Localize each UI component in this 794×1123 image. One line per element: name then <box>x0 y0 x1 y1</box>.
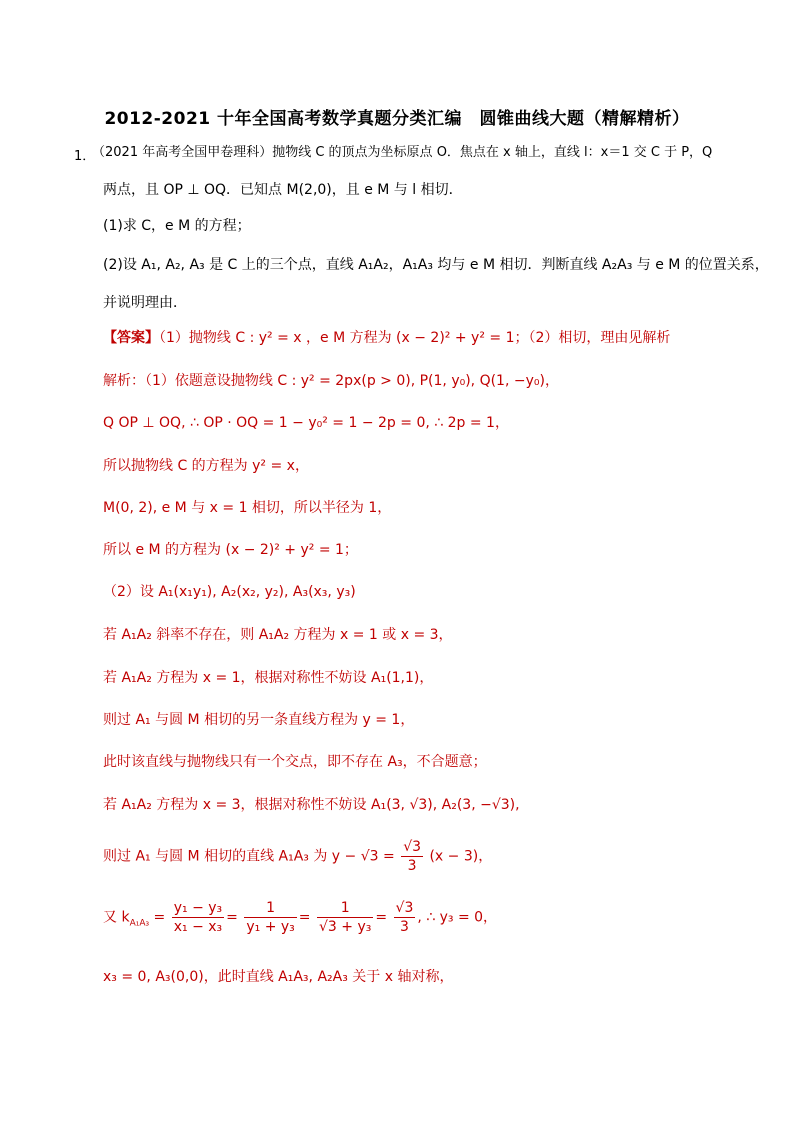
solution-line-13-suffix: , ∴ y₃ = 0， <box>417 909 498 926</box>
problem-line-5: 并说明理由． <box>103 295 187 311</box>
problem-line-2: 两点，且 OP ⊥ OQ．已知点 M(2,0)，且 e M 与 l 相切． <box>103 182 463 198</box>
slope-prefix: 又 k <box>103 909 130 926</box>
solution-line-10: 此时该直线与抛物线只有一个交点，即不存在 A₃，不合题意； <box>103 754 487 770</box>
document-title: 2012-2021 十年全国高考数学真题分类汇编 圆锥曲线大题（精解精析） <box>104 109 690 129</box>
fraction-4 <box>394 899 416 936</box>
fraction-1-numerator: y₁ − y₃ <box>173 900 223 916</box>
slope-equals: = <box>149 909 166 926</box>
fraction-2 <box>244 899 296 936</box>
answer-line <box>103 328 670 348</box>
problem-line-3: (1)求 C，e M 的方程； <box>103 218 251 234</box>
fraction-4-denominator: 3 <box>399 919 409 935</box>
fraction-3-denominator: √3 + y₃ <box>318 919 372 935</box>
solution-line-5: 所以 e M 的方程为 (x − 2)² + y² = 1； <box>103 542 358 558</box>
answer-text: （1）抛物线 C : y² = x ，e M 方程为 (x − 2)² + y² = 1；（2）相切，理由见解析 <box>159 330 671 346</box>
solution-line-8: 若 A₁A₂ 方程为 x = 1，根据对称性不妨设 A₁(1,1)， <box>103 670 434 686</box>
solution-line-13: 又 $k_{A_1A_3}$ = $\frac{\text{y₁ − y₃}}{\text{x₁ − x₃}}$ = $\frac{1}{\text{y₁ + y₃}}$ = $\frac{1}{\text{√3 + y₃}}$ = $\frac{√3}{3}$ , ∴ y₃ = 0， <box>103 900 498 935</box>
fraction-4-numerator: √3 <box>395 900 414 916</box>
fraction-1-denominator: x₁ − x₃ <box>173 919 223 935</box>
solution-line-3: 所以抛物线 C 的方程为 y² = x， <box>103 458 309 474</box>
fraction-3-numerator: 1 <box>317 899 373 918</box>
problem-line-4: (2)设 A₁, A₂, A₃ 是 C 上的三个点，直线 A₁A₂，A₁A₃ 均与 e M 相切．判断直线 A₂A₃ 与 e M 的位置关系， <box>103 257 769 273</box>
problem-line-1: （2021 年高考全国甲卷理科）抛物线 C 的顶点为坐标原点 O．焦点在 x 轴上，直线 l：x＝1 交 C 于 P，Q <box>92 145 713 160</box>
fraction-2-numerator: 1 <box>244 899 296 918</box>
solution-line-12-prefix: 则过 A₁ 与圆 M 相切的直线 A₁A₃ 为 y − √3 = <box>103 848 395 865</box>
solution-line-14: x₃ = 0, A₃(0,0)，此时直线 A₁A₃, A₂A₃ 关于 x 轴对称， <box>103 969 454 985</box>
fraction-2-denominator: y₁ + y₃ <box>246 919 295 935</box>
fraction-denominator: 3 <box>407 858 417 874</box>
problem-number: 1． <box>74 149 96 164</box>
fraction-3 <box>317 899 373 936</box>
solution-line-11: 若 A₁A₂ 方程为 x = 3，根据对称性不妨设 A₁(3, √3), A₂(3, −√3), <box>103 797 520 813</box>
slope-subscript: A₁A₃ <box>129 918 150 929</box>
solution-line-12 <box>103 838 492 875</box>
solution-line-2: Q OP ⊥ OQ, ∴ OP · OQ = 1 − y₀² = 1 − 2p = 0, ∴ 2p = 1， <box>103 415 509 431</box>
solution-line-9: 则过 A₁ 与圆 M 相切的另一条直线方程为 y = 1， <box>103 712 415 728</box>
solution-line-4: M(0, 2), e M 与 x = 1 相切，所以半径为 1， <box>103 500 392 516</box>
solution-line-1: 解析：（1）依题意设抛物线 C : y² = 2px(p > 0), P(1, y₀), Q(1, −y₀)， <box>103 373 559 389</box>
answer-label: 【答案】 <box>103 330 159 346</box>
fraction-numerator: √3 <box>403 839 422 855</box>
fraction-sqrt3-over-3 <box>401 838 423 875</box>
solution-line-12-suffix: (x − 3)， <box>429 848 493 865</box>
fraction-1 <box>172 899 224 936</box>
solution-line-7: 若 A₁A₂ 斜率不存在，则 A₁A₂ 方程为 x = 1 或 x = 3， <box>103 627 453 643</box>
solution-line-6: （2）设 A₁(x₁y₁), A₂(x₂, y₂), A₃(x₃, y₃) <box>103 584 356 600</box>
